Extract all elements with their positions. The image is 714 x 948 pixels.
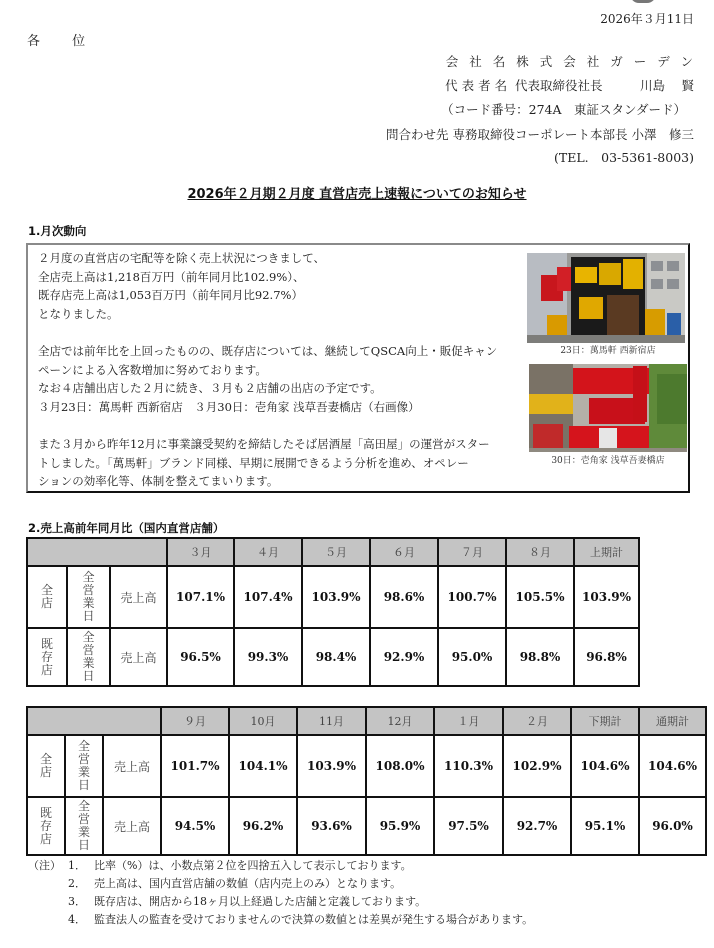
column-header: ８月 [506, 538, 574, 566]
paragraph-line: また３月から昨年12月に事業譲受契約を締結したそば居酒屋「高田屋」の運営がスター [38, 436, 490, 451]
column-header: 10月 [229, 707, 297, 735]
column-header: ３月 [167, 538, 234, 566]
paragraph-line [38, 323, 526, 342]
table-cell: 93.6% [297, 797, 366, 855]
footnotes [28, 857, 533, 929]
footnote [28, 857, 533, 875]
header-blank [27, 538, 167, 566]
footnote-text: 既存店は、開店から18ヶ月以上経過した店舗と定義しております。 [94, 895, 427, 908]
table-cell: 98.8% [506, 628, 574, 686]
monthly-trend-box [26, 243, 690, 493]
column-header: 上期計 [574, 538, 639, 566]
table-cell: 103.9% [302, 566, 370, 628]
table-cell: 97.5% [434, 797, 503, 855]
paragraph-line: なお４店舗出店した２月に続き、３月も２店舗の出店の予定です。 [38, 381, 382, 396]
column-header: ２月 [503, 707, 571, 735]
footnote-text: 監査法人の監査を受けておりませんので決算の数値とは差異が発生する場合があります。 [94, 913, 534, 926]
section-heading-monthly-trend: 1.月次動向 [28, 224, 87, 238]
footnote [28, 911, 533, 929]
row-label-days: 全営業日 [82, 630, 95, 683]
column-header: ４月 [234, 538, 302, 566]
section-heading-yoy-sales: 2.売上高前年同月比（国内直営店舗） [28, 521, 225, 535]
yoy-sales-table-first-half [26, 537, 640, 687]
table-cell: 99.3% [234, 628, 302, 686]
store-photo-nishishinjuku [527, 253, 685, 343]
document-title: 2026年２月期２月度 直営店売上速報についてのお知らせ [187, 187, 527, 202]
table-cell: 96.5% [167, 628, 234, 686]
column-header: ５月 [302, 538, 370, 566]
table-cell: 103.9% [574, 566, 639, 628]
table-cell: 105.5% [506, 566, 574, 628]
row-label-days: 全営業日 [77, 739, 90, 792]
company-name: 会社名株式会社ガーデン [445, 54, 704, 69]
column-header: 12月 [366, 707, 434, 735]
row-label-existing-stores: 既存店 [39, 805, 52, 846]
column-header: 11月 [297, 707, 366, 735]
table-cell: 98.6% [370, 566, 438, 628]
table-cell: 107.1% [167, 566, 234, 628]
row-label-days: 全営業日 [82, 570, 95, 623]
paragraph-line: トしました。「萬馬軒」ブランド同様、早期に展開できるよう分析を進め、オペレー [38, 455, 469, 470]
column-header: １月 [434, 707, 503, 735]
monthly-trend-text [38, 249, 526, 491]
row-label-metric: 売上高 [110, 566, 167, 628]
contact-tel: (TEL. 03-5361-8003) [554, 150, 694, 165]
table-cell: 95.0% [438, 628, 506, 686]
footnote-text: 比率（%）は、小数点第２位を四捨五入して表示しております。 [94, 859, 412, 872]
table-cell: 92.7% [503, 797, 571, 855]
table-cell: 100.7% [438, 566, 506, 628]
footnote [28, 893, 533, 911]
table-cell: 98.4% [302, 628, 370, 686]
representative: 代 表 者 名 代表取締役社長 川島 賢 [445, 78, 694, 93]
column-header: 下期計 [571, 707, 639, 735]
photo-caption: 30日：壱角家 浅草吾妻橋店 [551, 456, 665, 466]
paragraph-line: ペーンによる入客数増加に努めております。 [38, 362, 267, 377]
header-blank [27, 707, 161, 735]
table-cell: 94.5% [161, 797, 229, 855]
table-cell: 95.9% [366, 797, 434, 855]
row-label-metric: 売上高 [110, 628, 167, 686]
row-label-all-stores: 全店 [39, 752, 52, 779]
footnote [28, 875, 533, 893]
paragraph-line: となりました。 [38, 306, 119, 321]
addressee: 各 位 [27, 34, 100, 49]
row-label-all-stores: 全店 [40, 583, 53, 610]
store-photo-asakusa [529, 364, 687, 452]
table-cell: 96.0% [639, 797, 706, 855]
table-cell: 95.1% [571, 797, 639, 855]
release-date: 2026年３月11日 [600, 12, 694, 26]
table-row-all-stores [27, 735, 706, 797]
column-header: ７月 [438, 538, 506, 566]
column-header: ９月 [161, 707, 229, 735]
table-cell: 96.8% [574, 628, 639, 686]
paragraph-line: 全店売上高は1,218百万円（前年同月比102.9%）、 [38, 269, 305, 284]
table-cell: 104.6% [639, 735, 706, 797]
paragraph-line [38, 416, 526, 435]
footnote-text: 売上高は、国内直営店舗の数値（店内売上のみ）となります。 [94, 877, 402, 890]
table-cell: 104.6% [571, 735, 639, 797]
paragraph-line: ションの効率化等、体制を整えてまいります。 [38, 474, 279, 489]
row-label-days: 全営業日 [77, 799, 90, 852]
table-row-existing-stores [27, 628, 639, 686]
footnote-number: 2． [68, 877, 86, 890]
photo-caption: 23日：萬馬軒 西新宿店 [560, 346, 656, 356]
table-row-all-stores [27, 566, 639, 628]
footnote-prefix: （注） [28, 859, 61, 872]
table-cell: 103.9% [297, 735, 366, 797]
footnote-number: 1． [68, 859, 86, 872]
yoy-sales-table-second-half [26, 706, 707, 856]
row-label-metric: 売上高 [103, 735, 161, 797]
column-header: ６月 [370, 538, 438, 566]
row-label-existing-stores: 既存店 [40, 636, 53, 677]
stock-code: （コード番号：274A 東証スタンダード） [441, 102, 686, 117]
footnote-number: 4． [68, 913, 86, 926]
table-cell: 92.9% [370, 628, 438, 686]
paragraph-line: 既存店売上高は1,053百万円（前年同月比92.7%） [38, 288, 303, 303]
column-header: 通期計 [639, 707, 706, 735]
footnote-number: 3． [68, 895, 86, 908]
table-cell: 102.9% [503, 735, 571, 797]
row-label-metric: 売上高 [103, 797, 161, 855]
logo-fragment [630, 0, 656, 3]
paragraph-line: ２月度の直営店の宅配等を除く売上状況につきまして、 [38, 251, 326, 265]
table-cell: 110.3% [434, 735, 503, 797]
table-row-existing-stores [27, 797, 706, 855]
paragraph-line: 全店では前年比を上回ったものの、既存店については、継続してQSCA向上・販促キャン [38, 343, 498, 358]
contact-person: 問合わせ先 専務取締役コーポレート本部長 小澤 修三 [386, 127, 694, 142]
table-cell: 107.4% [234, 566, 302, 628]
table-cell: 108.0% [366, 735, 434, 797]
table-cell: 96.2% [229, 797, 297, 855]
table-cell: 101.7% [161, 735, 229, 797]
paragraph-line: ３月23日：萬馬軒 西新宿店 ３月30日：壱角家 浅草吾妻橋店（右画像） [38, 399, 420, 414]
table-cell: 104.1% [229, 735, 297, 797]
